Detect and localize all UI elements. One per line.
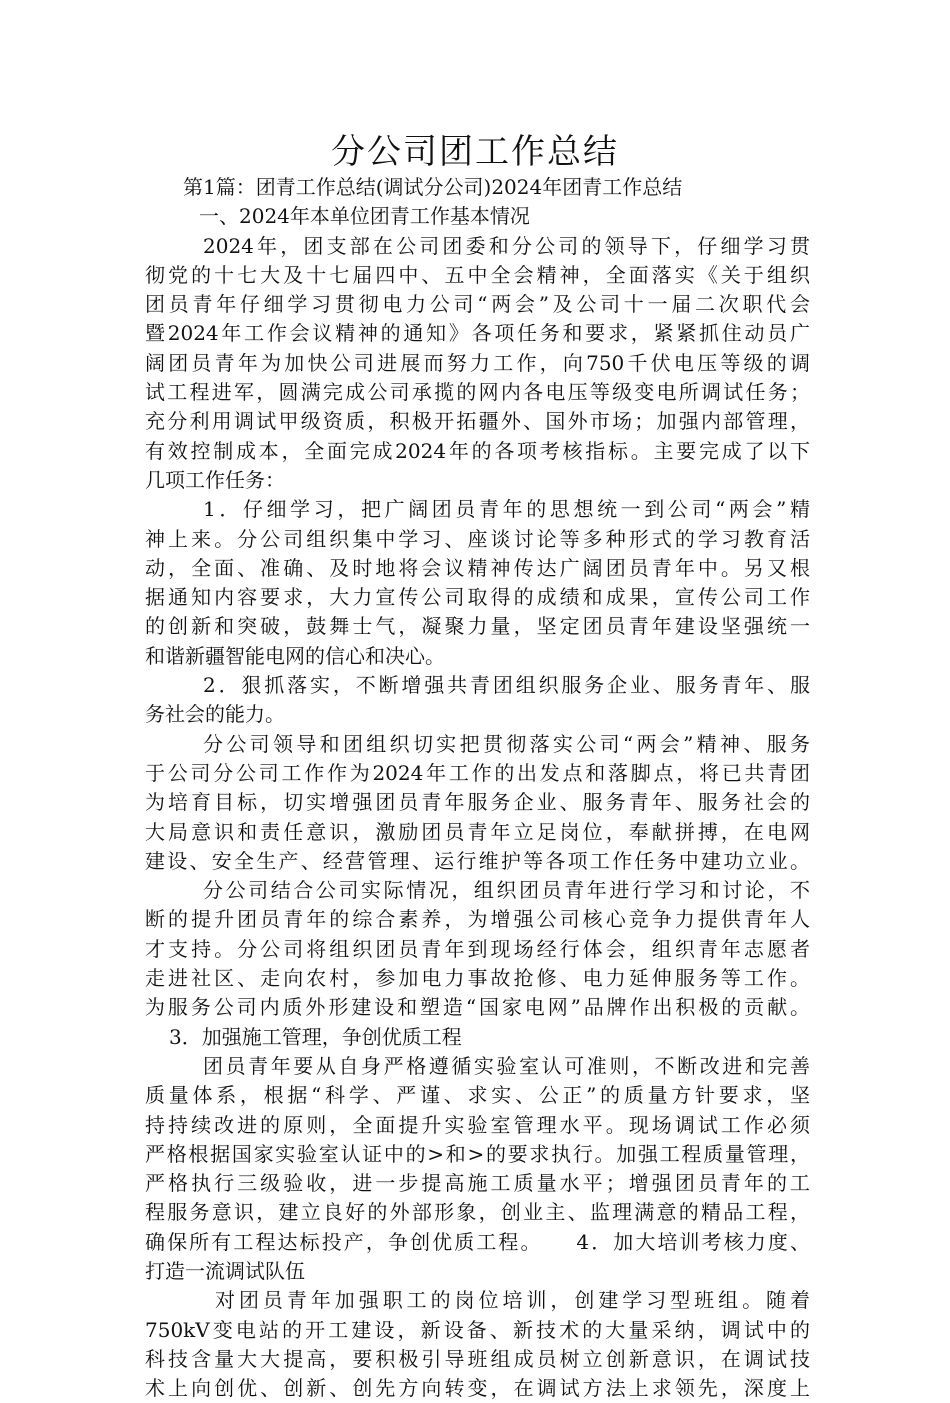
body-line: 据通知内容要求，大力宣传公司取得的成绩和成果，宣传公司工作	[145, 585, 810, 610]
body-line: 3．加强施工管理，争创优质工程	[169, 1024, 462, 1049]
body-line: 神上来。分公司组织集中学习、座谈讨论等多种形式的学习教育活	[145, 526, 810, 551]
document-body	[145, 173, 810, 1403]
body-line: 务社会的能力。	[145, 702, 285, 727]
body-line: 的创新和突破，鼓舞士气，凝聚力量，坚定团员青年建设坚强统一	[145, 614, 810, 639]
body-line: 为服务公司内质外形建设和塑造“国家电网”品牌作出积极的贡献。	[145, 995, 810, 1020]
body-line: 程服务意识，建立良好的外部形象，创业主、监理满意的精品工程，	[145, 1200, 810, 1225]
body-line: 750kV变电站的开工建设，新设备、新技术的大量采纳，调试中的	[145, 1317, 810, 1342]
body-line: 打造一流调试队伍	[145, 1258, 305, 1283]
body-line: 严格根据国家实验室认证中的>和>的要求执行。加强工程质量管理，	[145, 1141, 810, 1166]
body-line: 和谐新疆智能电网的信心和决心。	[145, 643, 445, 668]
body-line: 第1篇：团青工作总结(调试分公司)2024年团青工作总结	[183, 175, 683, 199]
body-line: 持持续改进的原则，全面提升实验室管理水平。现场调试工作必须	[145, 1112, 810, 1137]
body-line: 几项工作任务：	[145, 467, 285, 492]
body-line: 建设、安全生产、经营管理、运行维护等各项工作任务中建功立业。	[145, 848, 810, 873]
body-line: 一、2024年本单位团青工作基本情况	[199, 204, 530, 229]
body-line: 有效控制成本，全面完成2024年的各项考核指标。主要完成了以下	[145, 438, 810, 463]
body-line: 走进社区、走向农村，参加电力事故抢修、电力延伸服务等工作。	[145, 966, 810, 991]
body-line: 断的提升团员青年的综合素养，为增强公司核心竞争力提供青年人	[145, 907, 810, 932]
body-line: 分公司结合公司实际情况，组织团员青年进行学习和讨论，不	[203, 878, 810, 903]
body-line: 大局意识和责任意识，激励团员青年立足岗位，奉献拼搏，在电网	[145, 819, 810, 844]
body-line: 彻党的十七大及十七届四中、五中全会精神，全面落实《关于组织	[145, 262, 810, 287]
document-title: 分公司团工作总结	[331, 132, 619, 172]
body-line: 才支持。分公司将组织团员青年到现场经行体会，组织青年志愿者	[145, 936, 810, 961]
body-line: 于公司分公司工作作为2024年工作的出发点和落脚点，将已共青团	[145, 760, 810, 785]
body-line: 严格执行三级验收，进一步提高施工质量水平；增强团员青年的工	[145, 1171, 810, 1196]
body-line: 为培育目标，切实增强团员青年服务企业、服务青年、服务社会的	[145, 790, 810, 815]
body-line: 充分利用调试甲级资质，积极开拓疆外、国外市场；加强内部管理，	[145, 409, 810, 434]
body-line: 对团员青年加强职工的岗位培训，创建学习型班组。随着	[215, 1288, 810, 1313]
body-line: 2024年，团支部在公司团委和分公司的领导下，仔细学习贯	[203, 233, 810, 258]
body-line: 1．仔细学习，把广阔团员青年的思想统一到公司“两会”精	[203, 497, 810, 522]
body-line: 术上向创优、创新、创先方向转变，在调试方法上求领先，深度上	[145, 1376, 810, 1401]
body-line: 暨2024年工作会议精神的通知》各项任务和要求，紧紧抓住动员广	[145, 321, 810, 346]
body-line: 质量体系，根据“科学、严谨、求实、公正”的质量方针要求，坚	[145, 1083, 810, 1108]
body-line: 动，全面、准确、及时地将会议精神传达广阔团员青年中。另又根	[145, 555, 810, 580]
body-line: 试工程进军，圆满完成公司承揽的网内各电压等级变电所调试任务；	[145, 380, 810, 405]
body-line: 确保所有工程达标投产，争创优质工程。 4．加大培训考核力度、	[145, 1229, 810, 1254]
body-line: 团员青年仔细学习贯彻电力公司“两会”及公司十一届二次职代会	[145, 292, 810, 317]
body-line: 分公司领导和团组织切实把贯彻落实公司“两会”精神、服务	[203, 731, 810, 756]
body-line: 阔团员青年为加快公司进展而努力工作，向750千伏电压等级的调	[145, 350, 810, 375]
body-line: 2．狠抓落实，不断增强共青团组织服务企业、服务青年、服	[203, 673, 810, 698]
body-line: 团员青年要从自身严格遵循实验室认可准则，不断改进和完善	[203, 1053, 810, 1078]
body-line: 科技含量大大提高，要积极引导班组成员树立创新意识，在调试技	[145, 1346, 810, 1371]
